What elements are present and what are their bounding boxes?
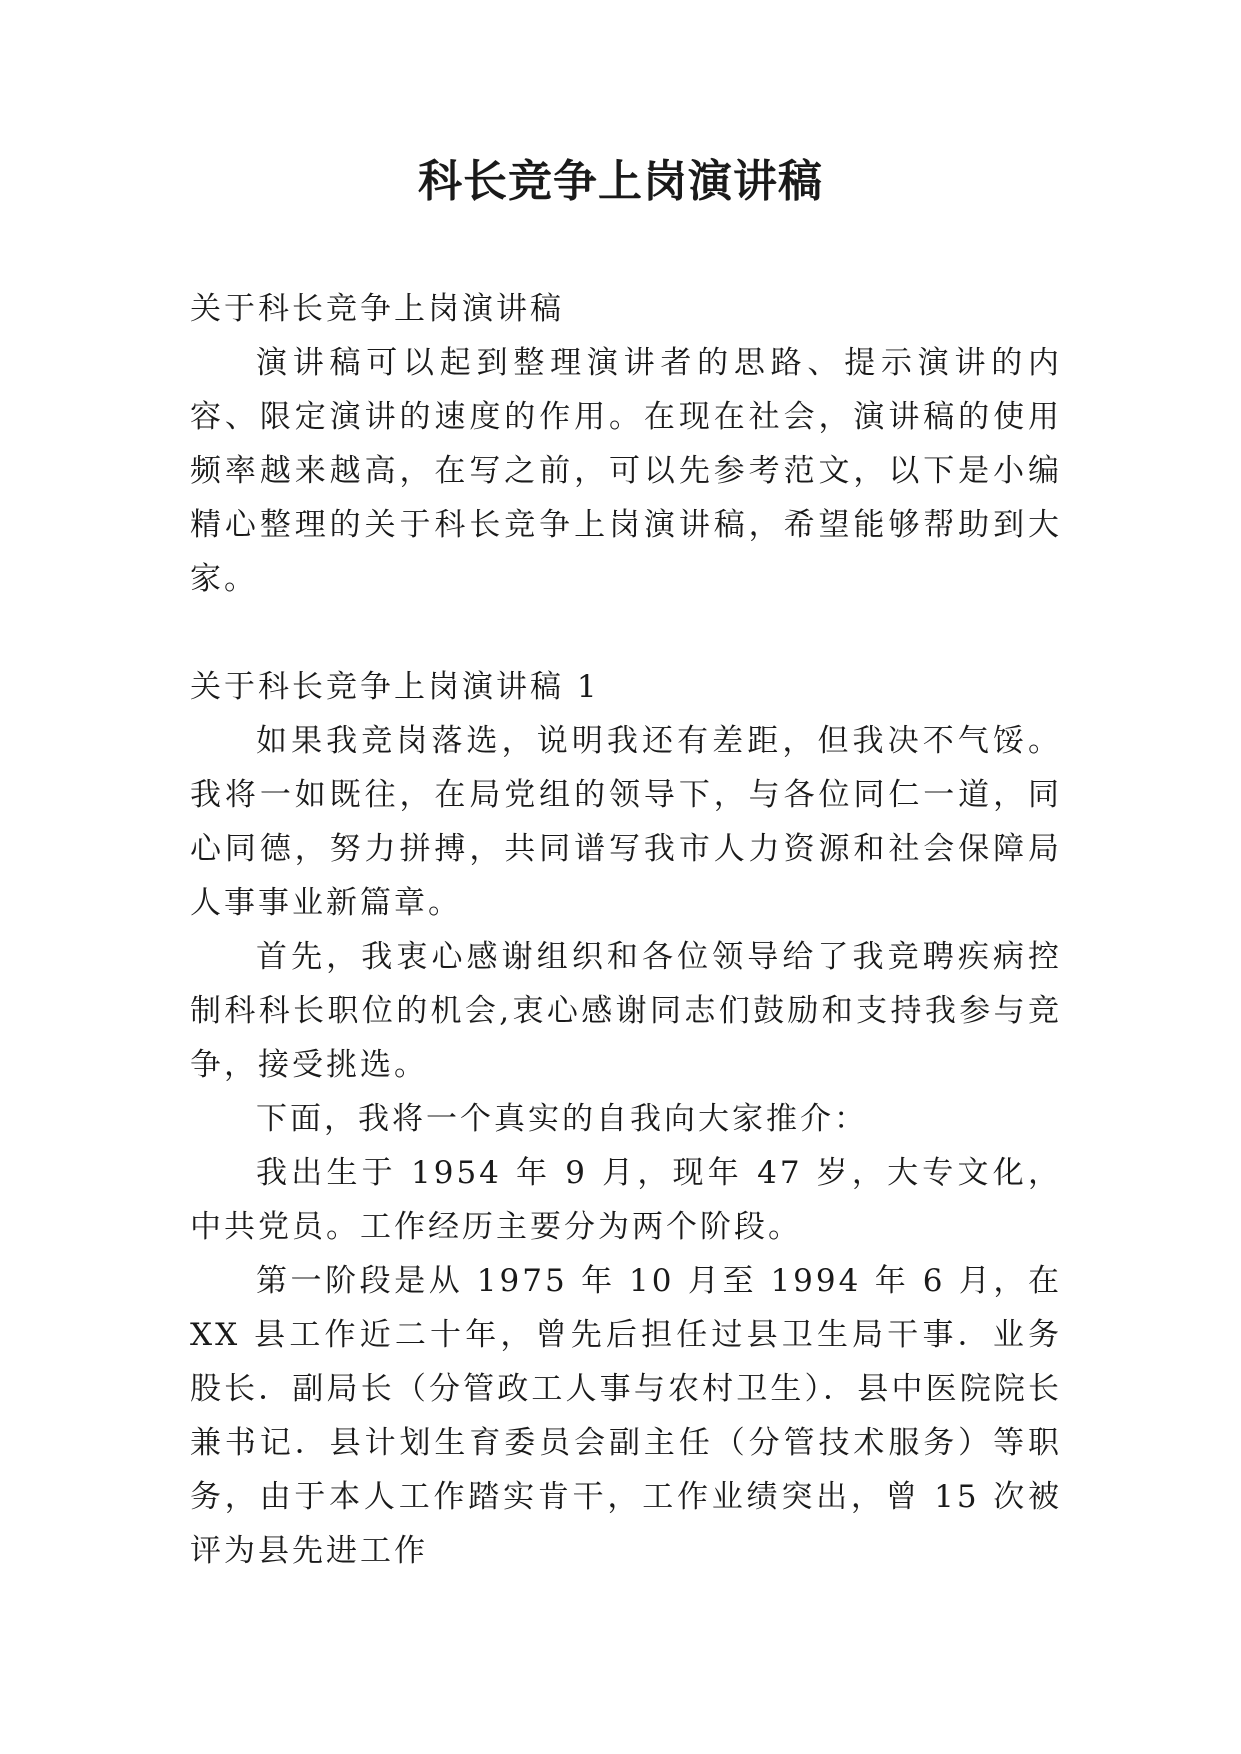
- body-paragraph: 如果我竞岗落选，说明我还有差距，但我决不气馁。我将一如既往，在局党组的领导下，与各位同仁一道，同心同德，努力拼搏，共同谱写我市人力资源和社会保障局人事事业新篇章。: [190, 723, 1062, 921]
- body-paragraph: 我出生于 1954 年 9 月，现年 47 岁，大专文化，中共党员。工作经历主要分为两个阶段。: [190, 1155, 1062, 1245]
- document-body: [190, 282, 1062, 1578]
- document-title: 科长竞争上岗演讲稿: [418, 156, 823, 207]
- body-paragraph: 首先，我衷心感谢组织和各位领导给了我竞聘疾病控制科科长职位的机会,衷心感谢同志们鼓励和支持我参与竞争，接受挑选。: [190, 939, 1062, 1083]
- body-paragraph: 下面，我将一个真实的自我向大家推介：: [256, 1101, 868, 1137]
- section-spacer: [190, 606, 1062, 660]
- body-paragraph: 第一阶段是从 1975 年 10 月至 1994 年 6 月，在 XX 县工作近二十年，曾先后担任过县卫生局干事．业务股长．副局长（分管政工人事与农村卫生）．县中医院院长兼书记．县计划生育委员会副主任（分管技术服务）等职务，由于本人工作踏实肯干，工作业绩突出，曾 15 次被评为县先进工作: [190, 1263, 1062, 1569]
- intro-paragraph: 演讲稿可以起到整理演讲者的思路、提示演讲的内容、限定演讲的速度的作用。在现在社会，演讲稿的使用频率越来越高，在写之前，可以先参考范文，以下是小编精心整理的关于科长竞争上岗演讲稿，希望能够帮助到大家。: [190, 345, 1062, 597]
- section-heading: 关于科长竞争上岗演讲稿 1: [190, 669, 600, 705]
- intro-heading: 关于科长竞争上岗演讲稿: [190, 291, 564, 327]
